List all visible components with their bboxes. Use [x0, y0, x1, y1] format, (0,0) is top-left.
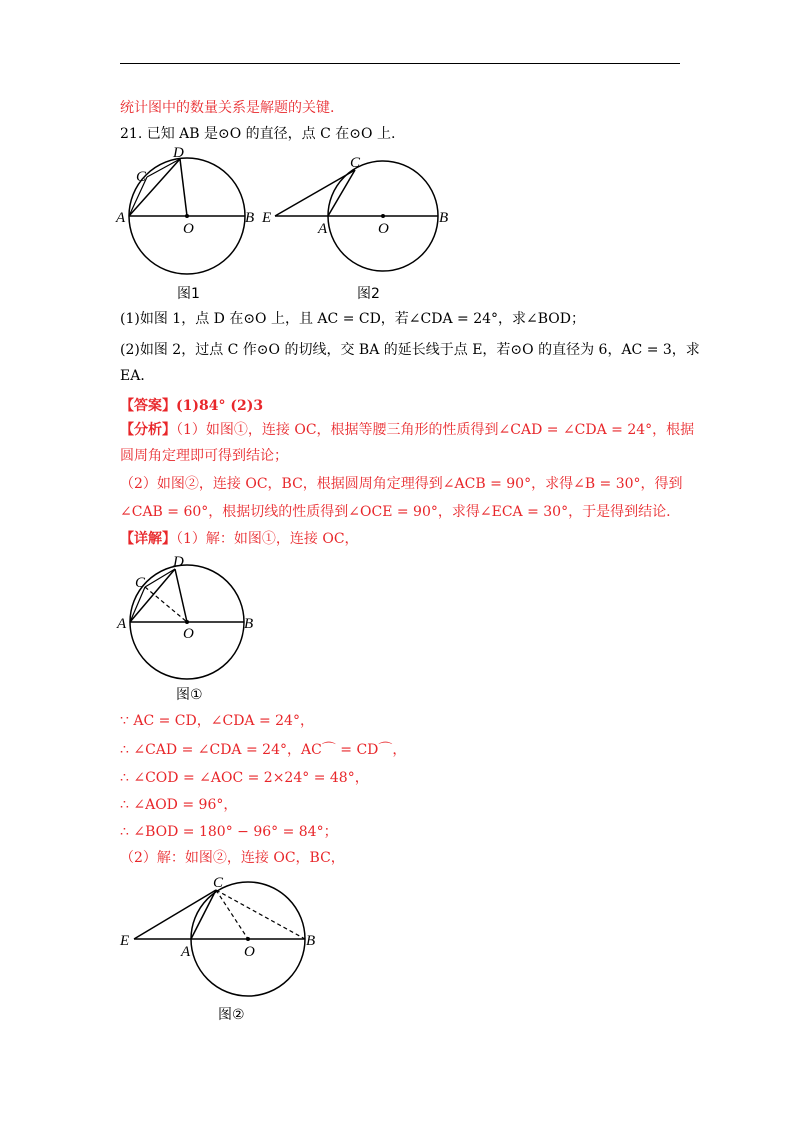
- analysis-line-3: （2）如图②，连接 OC，BC，根据圆周角定理得到∠ACB = 90°，求得∠B = 30°，得到: [120, 476, 683, 492]
- fig2-label-a: A: [318, 221, 328, 237]
- fig2-label-e: E: [262, 210, 272, 226]
- fig1-label-o: O: [183, 221, 194, 237]
- fig1-caption: 图1: [177, 286, 200, 302]
- detail-text-1: （1）解：如图①，连接 OC，: [176, 531, 359, 547]
- answer-value: (1)84° (2)3: [176, 398, 264, 414]
- fig1-label-c: C: [136, 169, 147, 185]
- detail-line-2: （2）解：如图②，连接 OC，BC，: [120, 850, 345, 866]
- figure-circle-1: [115, 552, 275, 686]
- figure-1: [115, 145, 275, 284]
- analysis-line-1: [120, 420, 694, 440]
- fig4-label-e: E: [120, 933, 130, 949]
- fig3-label-d: D: [173, 554, 184, 570]
- question-part-2-cont: EA．: [120, 368, 155, 384]
- question-part-1: (1)如图 1，点 D 在⊙O 上，且 AC = CD，若∠CDA = 24°，求∠BOD；: [120, 311, 586, 327]
- question-text: 已知 AB 是⊙O 的直径，点 C 在⊙O 上.: [146, 126, 396, 142]
- question-part-2: (2)如图 2，过点 C 作⊙O 的切线，交 BA 的延长线于点 E，若⊙O 的直径为 6，AC = 3，求: [120, 342, 700, 358]
- question-number: 21.: [120, 126, 143, 142]
- detail-tag: 【详解】: [120, 531, 176, 547]
- step-1: ∵ AC = CD，∠CDA = 24°，: [120, 713, 314, 729]
- fig1-label-a: A: [116, 210, 126, 226]
- intro-text: 统计图中的数量关系是解题的关键.: [120, 100, 335, 116]
- analysis-line-4: ∠CAB = 60°，根据切线的性质得到∠OCE = 90°，求得∠ECA = 30°，于是得到结论.: [120, 504, 671, 520]
- fig4-label-c: C: [213, 875, 224, 891]
- step-5: ∴ ∠BOD = 180° − 96° = 84°；: [120, 824, 338, 840]
- header-rule: [120, 63, 680, 64]
- analysis-text-1a: （1）如图①，连接 OC，根据等腰三角形的性质得到∠CAD = ∠CDA = 24°，根据: [176, 422, 695, 438]
- fig3-label-c: C: [135, 575, 146, 591]
- fig2-label-b: B: [439, 210, 449, 226]
- fig2-label-c: C: [350, 155, 361, 171]
- step-4: ∴ ∠AOD = 96°，: [120, 797, 238, 813]
- question-statement: [120, 124, 395, 144]
- fig3-caption: 图①: [176, 687, 203, 703]
- fig3-label-b: B: [244, 616, 254, 632]
- figure-2: [260, 145, 460, 284]
- fig4-caption: 图②: [218, 1007, 245, 1023]
- analysis-line-2: 圆周角定理即可得到结论；: [120, 448, 288, 464]
- answer-tag: 【答案】: [120, 398, 176, 414]
- fig3-label-o: O: [183, 626, 194, 642]
- fig4-label-b: B: [306, 933, 316, 949]
- fig2-caption: 图2: [357, 286, 380, 302]
- analysis-tag: 【分析】: [120, 422, 176, 438]
- step-3: ∴ ∠COD = ∠AOC = 2×24° = 48°，: [120, 770, 369, 786]
- fig1-label-d: D: [173, 145, 184, 161]
- detail-line-1: [120, 529, 359, 549]
- fig2-label-o: O: [378, 221, 389, 237]
- fig1-label-b: B: [245, 210, 255, 226]
- fig3-label-a: A: [117, 616, 127, 632]
- fig4-label-o: O: [244, 944, 255, 960]
- answer-line: [120, 396, 263, 416]
- step-2: ∴ ∠CAD = ∠CDA = 24°，AC⌒ = CD⌒，: [120, 742, 407, 758]
- fig4-label-a: A: [181, 944, 191, 960]
- figure-circle-2: [118, 873, 328, 1007]
